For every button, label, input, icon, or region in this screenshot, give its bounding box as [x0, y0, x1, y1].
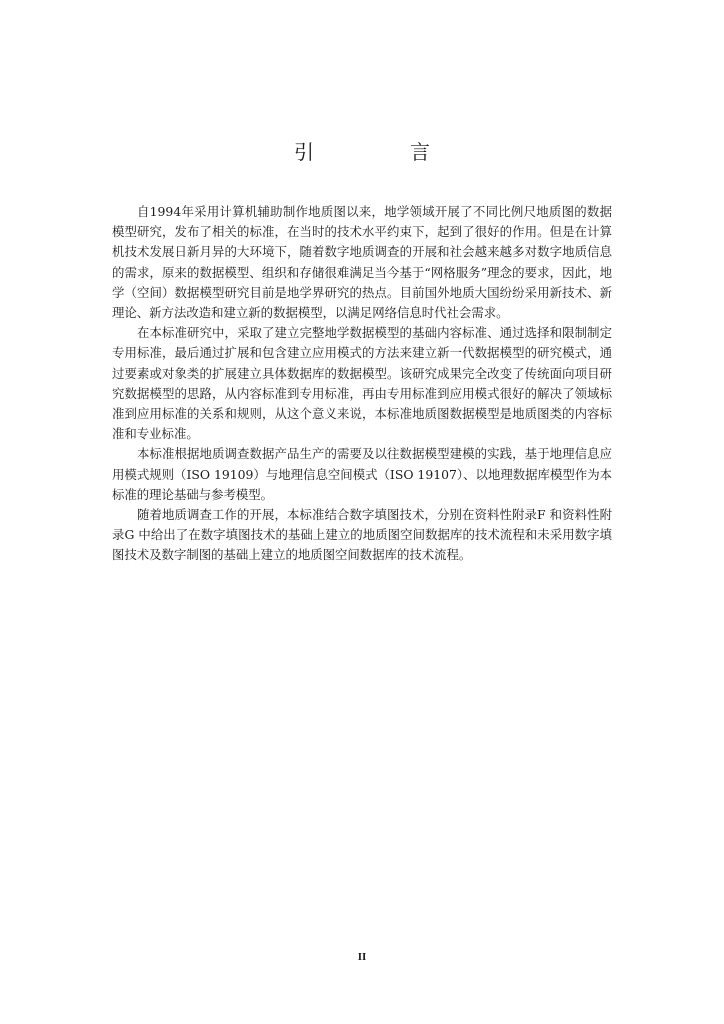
paragraph-3: 本标准根据地质调查数据产品生产的需要及以往数据模型建模的实践，基于地理信息应用模式规则（ISO 19109）与地理信息空间模式（ISO 19107）、以地理数据库模型作为本标准的理论基础与参考模型。	[112, 446, 612, 502]
page-number: II	[357, 951, 367, 963]
page-title: 引 言	[294, 140, 468, 164]
paragraph-4: 随着地质调查工作的开展，本标准结合数字填图技术，分别在资料性附录F 和资料性附录G 中给出了在数字填图技术的基础上建立的地质图空间数据库的技术流程和未采用数字填图技术及数字制图的基础上建立的地质图空间数据库的技术流程。	[112, 507, 612, 563]
paragraph-2: 在本标准研究中，采取了建立完整地学数据模型的基础内容标准、通过选择和限制制定专用标准，最后通过扩展和包含建立应用模式的方法来建立新一代数据模型的研究模式，通过要素或对象类的扩展建立具体数据库的数据模型。该研究成果完全改变了传统面向项目研究数据模型的思路，从内容标准到专用标准，再由专用标准到应用模式很好的解决了领域标准到应用标准的关系和规则，从这个意义来说，本标准地质图数据模型是地质图类的内容标准和专业标准。	[112, 325, 612, 442]
body-text	[112, 202, 612, 566]
paragraph-1: 自1994年采用计算机辅助制作地质图以来，地学领域开展了不同比例尺地质图的数据模型研究，发布了相关的标准，在当时的技术水平约束下，起到了很好的作用。但是在计算机技术发展日新月异的大环境下，随着数字地质调查的开展和社会越来越多对数字地质信息的需求，原来的数据模型、组织和存储很难满足当今基于“网格服务”理念的要求，因此，地学（空间）数据模型研究目前是地学界研究的热点。目前国外地质大国纷纷采用新技术、新理论、新方法改造和建立新的数据模型，以满足网络信息时代社会需求。	[112, 204, 612, 321]
